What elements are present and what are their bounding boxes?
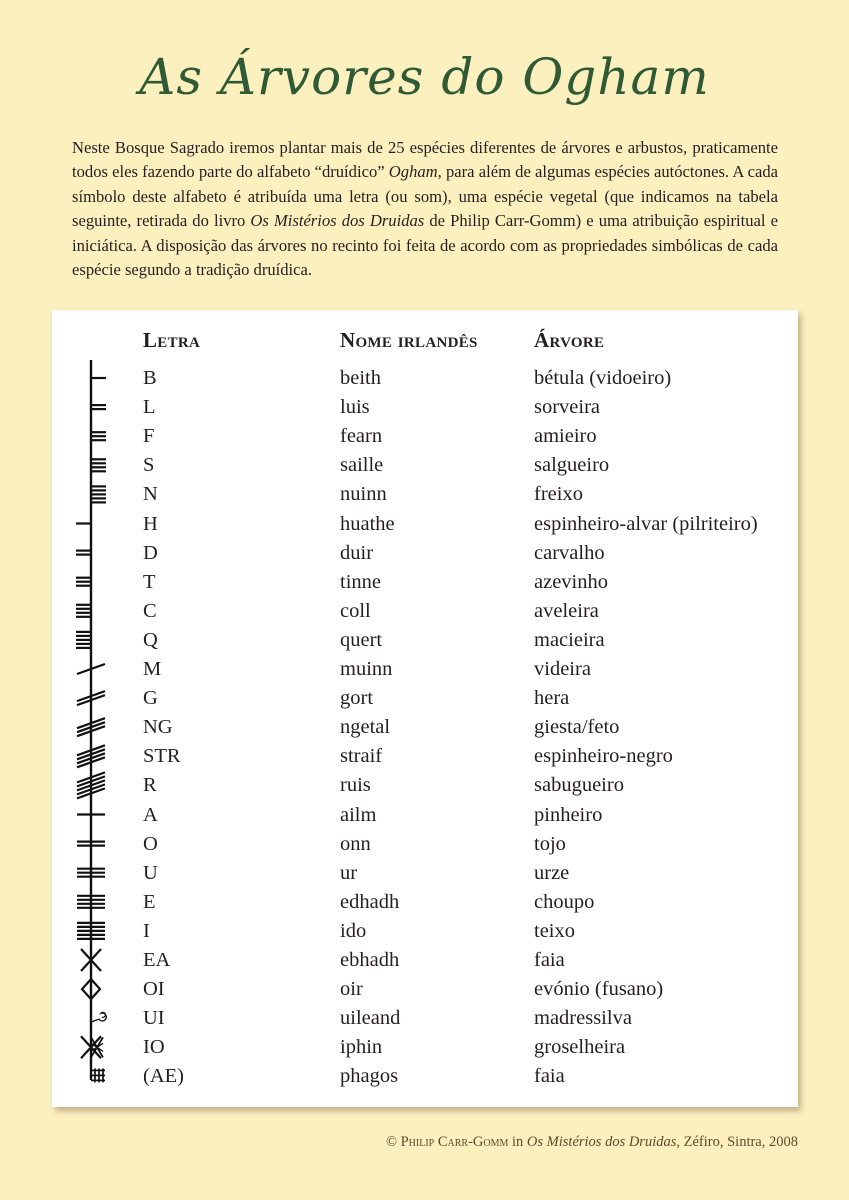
table-row [0, 1033, 849, 1062]
table-row [0, 364, 849, 393]
row-irish-name: ngetal [340, 716, 391, 739]
row-tree-name: urze [534, 861, 570, 884]
row-tree-name: espinheiro-negro [534, 745, 673, 768]
table-row [0, 422, 849, 451]
header-tree: Árvore [534, 328, 605, 352]
credit-book: Os Mistérios dos Druidas [526, 1134, 677, 1150]
table-row [0, 597, 849, 626]
row-letter: I [143, 919, 150, 942]
row-irish-name: luis [340, 396, 370, 419]
row-irish-name: onn [340, 832, 371, 855]
row-tree-name: aveleira [534, 599, 599, 622]
row-letter: T [143, 570, 156, 593]
intro-book-title: Os Mistérios dos Druidas [250, 211, 425, 231]
row-irish-name: nuinn [340, 483, 387, 506]
row-irish-name: saille [340, 454, 384, 477]
row-tree-name: faia [534, 1065, 565, 1088]
table-row [0, 801, 849, 830]
row-tree-name: macieira [534, 628, 605, 651]
table-row [0, 975, 849, 1004]
table-row [0, 539, 849, 568]
row-letter: F [143, 425, 155, 448]
row-irish-name: ailm [340, 803, 377, 826]
row-tree-name: pinheiro [534, 803, 603, 826]
table-row [0, 1062, 849, 1091]
row-tree-name: faia [534, 949, 565, 971]
row-tree-name: evónio (fusano) [534, 978, 664, 1001]
row-tree-name: videira [534, 658, 591, 680]
row-letter: C [143, 599, 157, 622]
row-tree-name: teixo [534, 919, 575, 942]
row-tree-name: sorveira [534, 396, 601, 419]
row-irish-name: ruis [340, 774, 371, 797]
row-irish-name: oir [340, 978, 363, 1001]
row-letter: L [143, 396, 156, 419]
header-irish-name: Nome irlandês [340, 328, 478, 352]
intro-text-1: Neste Bosque Sagrado iremos plantar mais de 25 espécies diferentes de árvores e arbustos, praticamente todos eles fazendo parte do alfabeto “druídico” [72, 138, 778, 182]
row-letter: OI [143, 978, 165, 1001]
row-letter: STR [143, 745, 181, 768]
page-title: As Árvores do Ogham [139, 48, 710, 106]
row-letter: Q [143, 628, 158, 651]
header-letter: Letra [143, 328, 201, 352]
table-row [0, 568, 849, 597]
row-letter: NG [143, 716, 173, 739]
row-letter: B [143, 367, 157, 389]
row-tree-name: giesta/feto [534, 716, 620, 739]
row-tree-name: sabugueiro [534, 774, 624, 797]
table-row [0, 655, 849, 684]
table-row [0, 684, 849, 713]
row-irish-name: quert [340, 628, 383, 651]
row-irish-name: straif [340, 745, 383, 768]
row-letter: E [143, 890, 156, 913]
row-tree-name: tojo [534, 832, 566, 855]
row-tree-name: groselheira [534, 1036, 626, 1059]
row-irish-name: fearn [340, 425, 383, 448]
row-irish-name: tinne [340, 570, 381, 593]
row-letter: M [143, 658, 162, 680]
row-irish-name: ido [340, 919, 367, 942]
table-row [0, 946, 849, 975]
row-irish-name: coll [340, 599, 371, 622]
table-row [0, 393, 849, 422]
copyright-credit [386, 1134, 798, 1151]
row-letter: S [143, 454, 155, 477]
intro-ogham-word: Ogham [388, 162, 438, 182]
row-letter: R [143, 774, 157, 797]
table-row [0, 888, 849, 917]
row-tree-name: choupo [534, 890, 595, 913]
row-tree-name: amieiro [534, 425, 597, 448]
table-row [0, 830, 849, 859]
row-tree-name: madressilva [534, 1007, 632, 1030]
row-irish-name: uileand [340, 1007, 401, 1030]
row-letter: H [143, 512, 158, 535]
row-irish-name: huathe [340, 512, 395, 535]
row-letter: U [143, 861, 158, 884]
row-tree-name: hera [534, 687, 570, 710]
row-letter: A [143, 803, 158, 826]
table-row [0, 510, 849, 539]
intro-text-3: de Philip Carr-Gomm) e uma atribuição espiritual e iniciática. A disposição das árvores no recinto foi feita de acordo com as propriedades simbólicas de cada espécie segundo a tradição druídica. [72, 211, 778, 280]
row-irish-name: ur [340, 861, 358, 884]
credit-publisher: , Zéfiro, Sintra, 2008 [676, 1134, 798, 1150]
row-letter: O [143, 832, 158, 855]
row-letter: D [143, 541, 158, 564]
row-irish-name: beith [340, 367, 381, 389]
table-row [0, 771, 849, 800]
row-irish-name: ebhadh [340, 949, 400, 971]
row-irish-name: duir [340, 541, 374, 564]
row-tree-name: bétula (vidoeiro) [534, 367, 672, 389]
row-letter: N [143, 483, 158, 506]
table-row [0, 480, 849, 509]
row-letter: (AE) [143, 1065, 184, 1088]
table-row [0, 917, 849, 946]
row-tree-name: freixo [534, 483, 583, 506]
table-row [0, 626, 849, 655]
row-letter: G [143, 687, 158, 710]
credit-in: in [508, 1134, 527, 1150]
table-row [0, 859, 849, 888]
table-row [0, 1004, 849, 1033]
intro-text-2: , para além de algumas espécies autóctones. A cada símbolo deste alfabeto é atribuída uma letra (ou som), uma espécie vegetal (que indicamos na tabela seguinte, retirada do livro [72, 162, 778, 231]
intro-paragraph [72, 136, 778, 282]
row-irish-name: edhadh [340, 890, 400, 913]
table-row [0, 451, 849, 480]
row-tree-name: azevinho [534, 570, 608, 593]
row-irish-name: gort [340, 687, 374, 710]
row-irish-name: muinn [340, 658, 393, 680]
credit-author: © Philip Carr-Gomm [385, 1134, 509, 1150]
row-tree-name: carvalho [534, 541, 605, 564]
row-tree-name: espinheiro-alvar (pilriteiro) [534, 512, 758, 535]
row-letter: IO [143, 1036, 165, 1059]
row-letter: UI [143, 1007, 165, 1030]
row-irish-name: phagos [340, 1065, 399, 1088]
table-row [0, 713, 849, 742]
row-letter: EA [143, 949, 171, 971]
row-irish-name: iphin [340, 1036, 383, 1059]
table-row [0, 742, 849, 771]
row-tree-name: salgueiro [534, 454, 610, 477]
